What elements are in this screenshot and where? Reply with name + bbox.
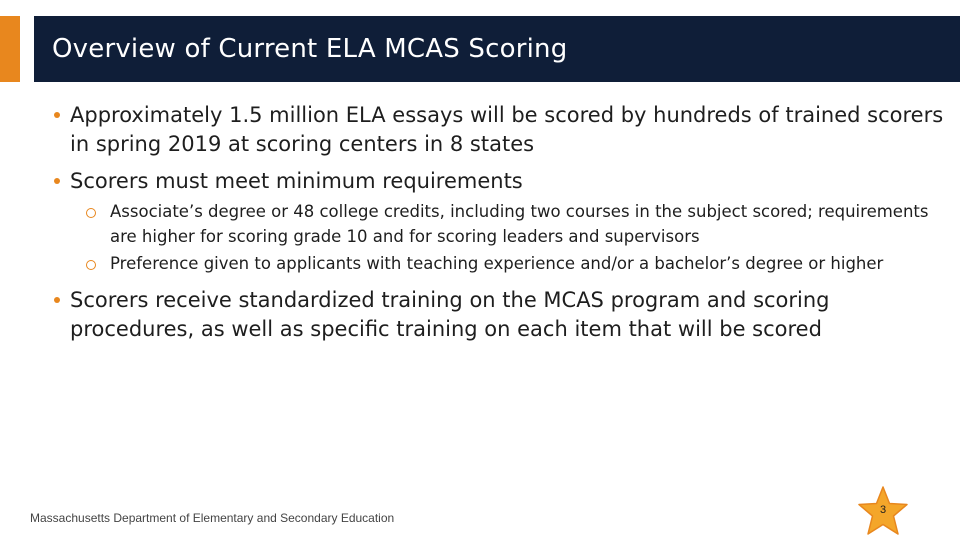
- sub-bullet-text: Preference given to applicants with teaching experience and/or a bachelor’s degree or higher: [110, 254, 884, 273]
- dot-bullet-icon: [54, 297, 60, 303]
- bullet-text: Scorers receive standardized training on the MCAS program and scoring procedures, as well as specific training on each item that will be scored: [70, 287, 830, 341]
- slide-content: [54, 101, 954, 344]
- dot-bullet-icon: [54, 178, 60, 184]
- bullet-item: [54, 101, 954, 159]
- bullet-text: Approximately 1.5 million ELA essays will be scored by hundreds of trained scorers in spring 2019 at scoring centers in 8 states: [70, 103, 944, 156]
- bullet-item: [54, 167, 954, 196]
- title-accent-bar: [0, 16, 20, 82]
- title-band: [34, 16, 960, 82]
- sub-bullet-list: [84, 200, 954, 277]
- footer-organization: Massachusetts Department of Elementary and Secondary Education: [30, 511, 395, 525]
- slide-title: Overview of Current ELA MCAS Scoring: [52, 34, 568, 64]
- ring-bullet-icon: [86, 208, 96, 218]
- bullet-text: Scorers must meet minimum requirements: [70, 169, 523, 193]
- ring-bullet-icon: [86, 260, 96, 270]
- page-number: 3: [879, 504, 887, 516]
- bullet-item: [54, 286, 954, 344]
- sub-bullet-item: [84, 252, 954, 277]
- dot-bullet-icon: [54, 112, 60, 118]
- sub-bullet-item: [84, 200, 954, 249]
- page-number-badge: [856, 485, 910, 539]
- sub-bullet-text: Associate’s degree or 48 college credits, including two courses in the subject scored; requirements are higher for scoring grade 10 and for scoring leaders and supervisors: [110, 202, 929, 246]
